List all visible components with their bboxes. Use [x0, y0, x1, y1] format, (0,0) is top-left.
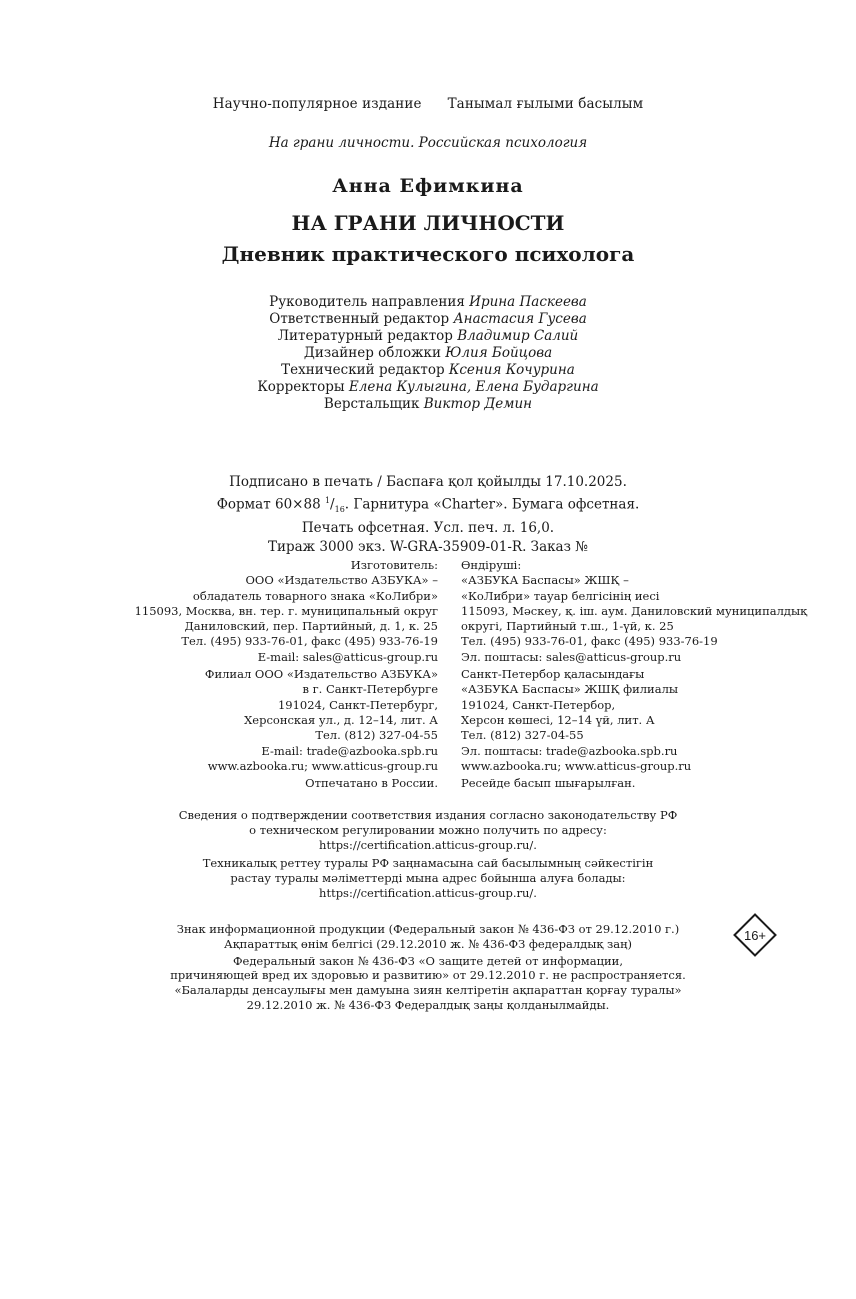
genre-ru: Научно-популярное издание — [212, 96, 422, 112]
credits-list — [0, 294, 856, 413]
law-note: Федеральный закон № 436-ФЗ «О защите детей от информации, причиняющей вред их здоровью и развитию» от 29.12.2010 г. не распространяется. «Балаларды денсаулығы мен дамуына зиян келтіретін ақпараттан қорғау туралы» 29.12.2010 ж. № 436-ФЗ Федералдық заңы қолданылмайды. — [170, 953, 686, 1012]
print-info — [0, 473, 856, 556]
credit-line: Верстальщик Виктор Демин — [323, 396, 533, 412]
credit-line: Технический редактор Ксения Кочурина — [281, 362, 575, 378]
author-name: Анна Ефимкина — [332, 175, 524, 197]
cert-kz: Техникалық реттеу туралы РФ заңнамасына сай басылымның сәйкестігін растау туралы мәліметтерді мына адрес бойынша алуға болады: https://certification.atticus-group.ru/. — [202, 856, 654, 900]
credit-line: Ответственный редактор Анастасия Гусева — [269, 311, 587, 327]
law-info — [0, 922, 856, 1013]
series-title: На грани личности. Российская психология — [268, 135, 588, 151]
signed-line: Подписано в печать / Баспаға қол қойылды 17.10.2025. — [229, 474, 627, 490]
credit-line: Корректоры Елена Кулыгина, Елена Бударгина — [257, 379, 599, 395]
certification-info — [0, 808, 856, 901]
genre-line — [0, 96, 856, 112]
genre-kz: Танымал ғылыми басылым — [447, 96, 644, 112]
printing-line: Печать офсетная. Усл. печ. л. 16,0. — [301, 520, 555, 537]
manufacturer-ru: Изготовитель: ООО «Издательство АЗБУКА» – обладатель товарного знака «КоЛибри» 115093, Москва, вн. тер. г. муниципальный округ Даниловский, пер. Партийный, д. 1, к. 25 Тел. (495) 933-76-01, факс (495) 933-76-19 E-mail: sales@atticus-group.ru Филиал ООО «Издательство АЗБУКА» в г. Санкт-Петербурге 191024, Санкт-Петербург, Херсонская ул., д. 12–14, лит. А Тел. (812) 327-04-55 E-mail: trade@azbooka.spb.ru www.azbooka.ru; www.atticus-group.ru Отпечатано в России. — [134, 558, 438, 791]
credit-line: Литературный редактор Владимир Салий — [277, 328, 579, 344]
credit-line: Дизайнер обложки Юлия Бойцова — [303, 345, 553, 361]
credit-line: Руководитель направления Ирина Паскеева — [269, 294, 587, 310]
format-line: Формат 60×88 $^1/_{16}$. Гарнитура «Charter». Бумага офсетная. — [216, 495, 640, 514]
cert-ru: Сведения о подтверждении соответствия издания согласно законодательству РФ о техническом регулировании можно получить по адресу: https://certification.atticus-group.ru/. — [178, 808, 678, 852]
info-sign-text: Знак информационной продукции (Федеральный закон № 436-ФЗ от 29.12.2010 г.) Ақпараттық өнім белгісі (29.12.2010 ж. № 436-ФЗ федералдық заң) — [176, 922, 680, 951]
age-rating-badge — [733, 913, 777, 957]
book-subtitle: Дневник практического психолога — [221, 242, 635, 266]
age-rating-label: 16+ — [743, 928, 767, 943]
book-title: НА ГРАНИ ЛИЧНОСТИ — [291, 211, 565, 235]
run-line: Тираж 3000 экз. W-GRA-35909-01-R. Заказ № — [267, 538, 589, 555]
manufacturer-kz: Өндіруші: «АЗБУКА Баспасы» ЖШҚ – «КоЛибри» тауар белгісінің иесі 115093, Мәскеу, қ. іш. аум. Даниловский муниципалдық округі, Партийный т.ш., 1-үй, к. 25 Тел. (495) 933-76-01, факс (495) 933-76-19 Эл. поштасы: sales@atticus-group.ru Санкт-Петербор қаласындағы «АЗБУКА Баспасы» ЖШҚ филиалы 191024, Санкт-Петербор, Херсон көшесі, 12–14 үй, лит. А Тел. (812) 327-04-55 Эл. поштасы: trade@azbooka.spb.ru www.azbooka.ru; www.atticus-group.ru Ресейде басып шығарылған. — [461, 558, 808, 791]
